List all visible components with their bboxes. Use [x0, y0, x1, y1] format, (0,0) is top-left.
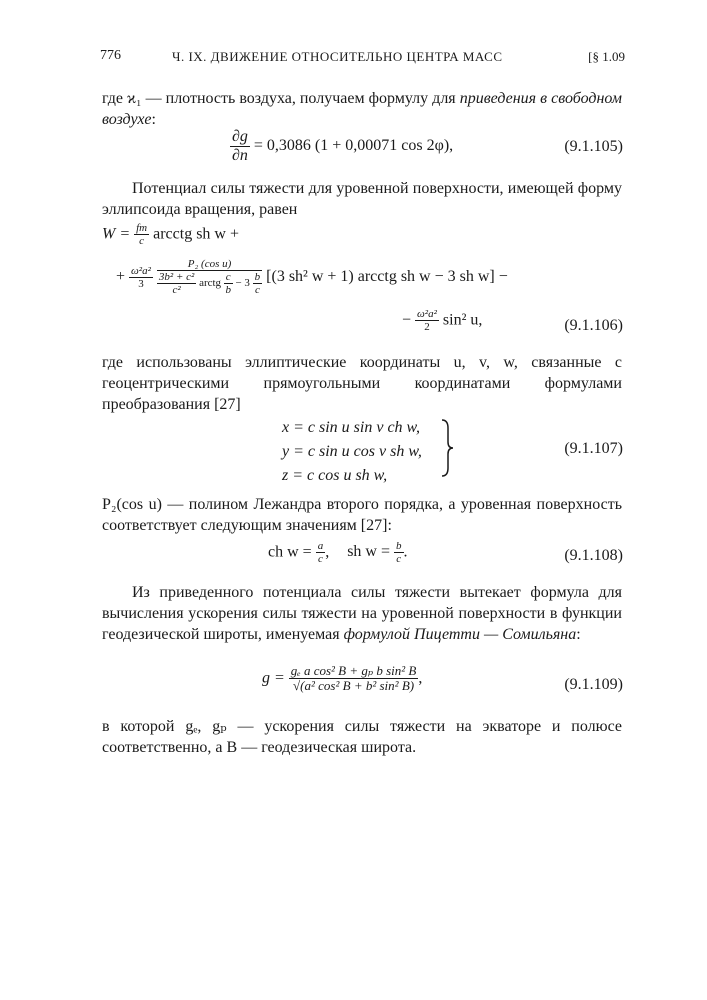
eq106-line3-num: ω²a²	[417, 308, 437, 320]
eq107-line3: z = c cos u sh w,	[282, 467, 388, 484]
paragraph-4: P₂(cos u) — полином Лежандра второго порядка, а уровенная поверхность соответствует следующим значениям [27]:	[102, 496, 622, 534]
eq107-line1: x = c sin u sin v ch w,	[282, 419, 421, 436]
eq108-sh-lhs: sh w =	[347, 543, 390, 561]
eq109-end: ,	[418, 669, 423, 687]
page-header	[100, 48, 625, 70]
eq106-label: (9.1.106)	[564, 317, 623, 334]
eq106-den-d-num: b	[254, 271, 261, 284]
eq109-lhs: g =	[262, 669, 285, 687]
eq106-den-arctg: arctg	[199, 277, 222, 290]
eq108-end: .	[403, 543, 408, 561]
eq106-line3-den: 2	[424, 321, 430, 334]
running-title: Ч. IX. ДВИЖЕНИЕ ОТНОСИТЕЛЬНО ЦЕНТРА МАСС	[172, 49, 503, 64]
eq106-line1-rest: arcctg sh w +	[153, 225, 240, 243]
equation-9-1-105	[230, 128, 453, 164]
eq106-den-minus: − 3	[235, 277, 250, 290]
paragraph-2: Потенциал силы тяжести для уровенной поверхности, имеющей форму эллипсоида вращения, равен	[102, 180, 622, 218]
paragraph-5-italic: формулой Пицетти — Сомильяна	[343, 626, 577, 643]
eq108-sep: ,	[325, 543, 330, 561]
equation-9-1-106-line2	[116, 258, 508, 296]
eq108-a-den: c	[317, 553, 323, 566]
right-brace-icon	[440, 418, 454, 478]
paragraph-5-tail: :	[576, 626, 581, 643]
eq106-den-d-den: c	[254, 284, 260, 297]
eq108-b-num: b	[396, 540, 402, 552]
eq105-numerator: ∂g	[232, 128, 248, 145]
paragraph-3: где использованы эллиптические координаты u, v, w, связанные с геоцентрическими прямоугольными координатами формулами преобразования [27]	[102, 354, 622, 413]
eq105-label: (9.1.105)	[564, 138, 623, 155]
eq106-plus: +	[116, 267, 126, 285]
equation-9-1-109	[262, 664, 422, 694]
eq108-label: (9.1.108)	[564, 547, 623, 564]
section-number: [§ 1.09	[588, 49, 625, 64]
eq106-line3-rest: sin² u,	[442, 311, 483, 329]
eq107-line2: y = c sin u cos v sh w,	[282, 443, 422, 460]
eq109-denominator: √(a² cos² B + b² sin² B)	[293, 678, 415, 694]
equation-9-1-106-line3	[402, 308, 482, 333]
eq106-den-c-den: b	[225, 284, 231, 297]
eq108-b-den: c	[396, 553, 402, 566]
eq109-numerator: gₑ a cos² B + gₚ b sin² B	[290, 663, 417, 678]
paragraph-1-tail: :	[151, 111, 156, 128]
eq106-frac-fm-den: c	[139, 235, 145, 248]
paragraph-1-italic: приведения в свободном воздухе	[102, 90, 622, 128]
eq106-lhs: W =	[102, 225, 131, 243]
eq105-denominator: ∂n	[232, 146, 248, 164]
eq107-label: (9.1.107)	[564, 440, 623, 457]
eq106-omega-den: 3	[138, 277, 144, 290]
paragraph-5	[102, 582, 622, 645]
paragraph-1-text: где ϰ₁ — плотность воздуха, получаем формулу для	[102, 90, 460, 107]
eq108-a-num: a	[317, 540, 324, 552]
eq108-ch-lhs: ch w =	[268, 543, 312, 561]
page-number: 776	[100, 48, 121, 63]
eq105-rhs: = 0,3086 (1 + 0,00071 cos 2φ),	[253, 136, 454, 154]
equation-9-1-106-line1	[102, 222, 239, 247]
eq106-omega-num: ω²a²	[131, 264, 151, 277]
eq106-line3-minus: −	[402, 311, 412, 329]
paragraph-1	[102, 88, 622, 130]
equation-9-1-107	[282, 416, 422, 488]
eq109-label: (9.1.109)	[564, 676, 623, 693]
eq106-den-a-num: 3b² + c²	[158, 271, 195, 284]
eq106-big-denominator	[157, 271, 262, 296]
eq106-line2-rest: [(3 sh² w + 1) arcctg sh w − 3 sh w] −	[266, 267, 508, 285]
eq106-den-c-num: c	[225, 271, 231, 284]
equation-9-1-108	[268, 540, 408, 565]
paragraph-5-text: Из приведенного потенциала силы тяжести вытекает формула для вычисления ускорения силы тяжести на уровенной поверхности в функции геодезической широты, именуемая	[102, 584, 622, 643]
eq106-frac-fm-num: fm	[136, 222, 148, 234]
eq106-legendre-num: P₂ (cos u)	[157, 258, 262, 271]
eq106-den-a-den: c²	[172, 284, 181, 297]
paragraph-6: в которой gₑ, gₚ — ускорения силы тяжести на экваторе и полюсе соответственно, а B — геодезическая широта.	[102, 718, 622, 756]
